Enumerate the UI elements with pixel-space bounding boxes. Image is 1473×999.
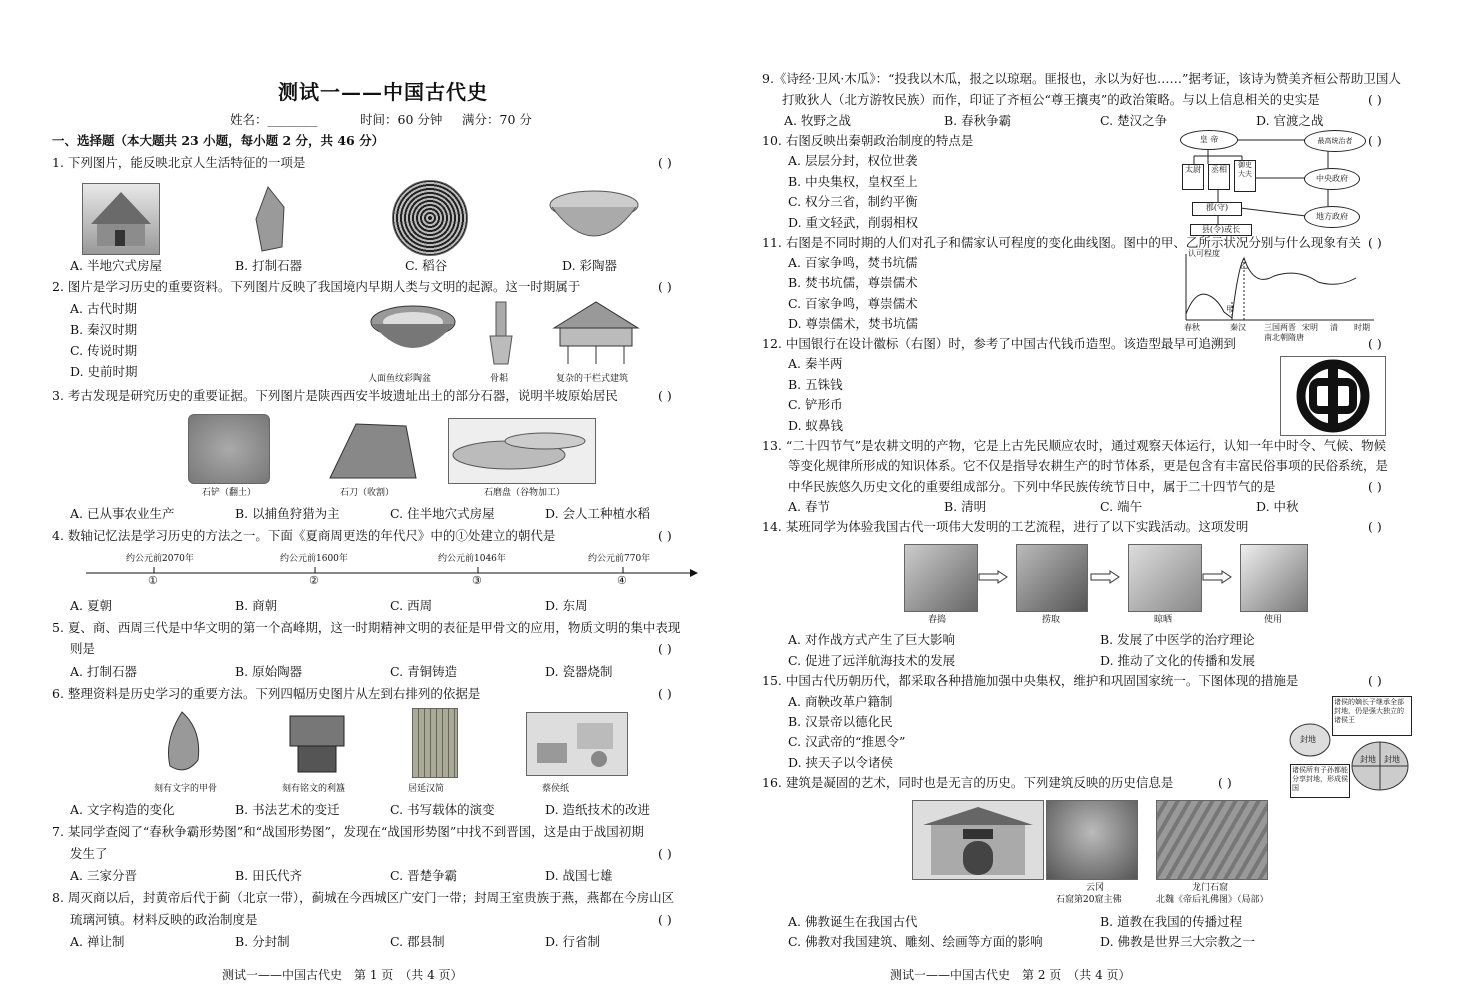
q5-option-a: A. 打制石器 <box>70 664 137 679</box>
question-8: 8. 周灭商以后，封黄帝后代于蓟（北京一带），蓟城在今西城区广安门一带；封周王室贵族于燕，燕都在今房山区 <box>52 890 675 905</box>
page-title: 测试一——中国古代史 <box>278 80 488 104</box>
answer-paren: ( ) <box>1368 673 1382 688</box>
caption: 捞取 <box>1042 615 1061 625</box>
censor-node: 御史大夫 <box>1234 160 1256 192</box>
question-1: 1. 下列图片，能反映北京人生活特征的一项是 <box>52 155 306 170</box>
timeline-axis <box>86 566 698 580</box>
fish-face-basin-image <box>368 302 458 364</box>
question-14: 14. 某班同学为体验我国古代一项伟大发明的工艺流程，进行了以下实践活动。这项发明 <box>762 519 1249 534</box>
q6-option-c: C. 书写载体的演变 <box>390 802 495 817</box>
qin-political-system-diagram <box>1178 128 1368 234</box>
chart-ylabel: 认可程度 <box>1188 249 1220 258</box>
using-image <box>1240 544 1308 612</box>
chart-x-tick: 时期 <box>1354 323 1370 332</box>
stone-shovel-image <box>188 414 270 484</box>
caption: 骨耜 <box>490 374 509 384</box>
q15-option-d: D. 挟天子以令诸侯 <box>788 755 894 770</box>
yungang-buddha-image <box>1046 800 1138 880</box>
caption: 刻有文字的甲骨 <box>154 784 218 794</box>
q3-option-b: B. 以捕鱼狩猎为主 <box>235 506 340 521</box>
enfeoffment-cartoon <box>1288 694 1410 800</box>
answer-paren: ( ) <box>658 641 672 656</box>
question-15: 15. 中国古代历朝历代，都采取各种措施加强中央集权，维护和巩固国家统一。下图体现的措施是 <box>762 673 1299 688</box>
q8-option-b: B. 分封制 <box>235 934 290 949</box>
answer-paren: ( ) <box>658 912 672 927</box>
taiwei-node: 太尉 <box>1182 164 1204 190</box>
section-heading: 一、选择题（本大题共 23 小题，每小题 2 分，共 46 分） <box>52 133 385 148</box>
answer-paren: ( ) <box>658 846 672 861</box>
caption: 使用 <box>1264 615 1283 625</box>
q16-option-b: B. 道教在我国的传播过程 <box>1100 914 1243 929</box>
q14-option-c: C. 促进了远洋航海技术的发展 <box>788 653 956 668</box>
caption: 人面鱼纹彩陶盆 <box>368 374 432 384</box>
q2-option-c: C. 传说时期 <box>70 343 138 358</box>
supreme-ruler-node: 最高统治者 <box>1304 130 1366 152</box>
q13-option-a: A. 春节 <box>788 499 830 514</box>
q5-option-d: D. 瓷器烧制 <box>545 664 613 679</box>
question-7: 7. 某同学查阅了“春秋争霸形势图”和“战国形势图”，发现在“战国形势图”中找不到晋国，这是由于战国初期 <box>52 824 644 839</box>
q16-option-d: D. 佛教是世界三大宗教之一 <box>1100 934 1256 949</box>
timeline-mark: ④ <box>617 574 627 587</box>
caption: 舂捣 <box>928 615 947 625</box>
caption: 云冈 <box>1086 883 1105 893</box>
q12-option-b: B. 五铢钱 <box>788 377 843 392</box>
prefecture-node: 郡(守) <box>1192 202 1242 216</box>
answer-paren: ( ) <box>658 528 672 543</box>
page-1 <box>50 0 715 999</box>
chart-x-tick: 清 <box>1330 323 1338 332</box>
fief-label: 封地 <box>1384 755 1400 764</box>
caption: 石磨盘（谷物加工） <box>484 488 566 498</box>
score-label: 满分：70 分 <box>462 112 532 127</box>
q11-option-b: B. 焚书坑儒，尊崇儒术 <box>788 275 918 290</box>
answer-paren: ( ) <box>1368 336 1382 351</box>
q16-option-a: A. 佛教诞生在我国古代 <box>788 914 918 929</box>
question-8-cont: 琉璃河镇。材料反映的政治制度是 <box>70 912 258 927</box>
timeline-tick-label: 约公元前1046年 <box>438 554 506 564</box>
chart-x-subtick: 南北朝隋唐 <box>1264 333 1304 342</box>
confucianism-recognition-chart <box>1178 248 1378 342</box>
page-footer: 测试一——中国古代史 第 2 页 （共 4 页） <box>890 968 1131 982</box>
q15-option-b: B. 汉景帝以德化民 <box>788 714 893 729</box>
q9-option-a: A. 牧野之战 <box>784 113 851 128</box>
question-9: 9.《诗经·卫风·木瓜》：“投我以木瓜，报之以琼琚。匪报也，永以为好也……”据考证，该诗为赞美齐桓公帮助卫国人 <box>762 71 1401 86</box>
question-10: 10. 右图反映出秦朝政治制度的特点是 <box>762 133 974 148</box>
semi-underground-house-image <box>82 183 160 255</box>
bone-spade-image <box>486 300 516 366</box>
q6-option-d: D. 造纸技术的改进 <box>545 802 651 817</box>
question-9-cont: 打败狄人（北方游牧民族）而作，印证了齐桓公“尊王攘夷”的政治策略。与以上信息相关的史实是 <box>782 92 1320 107</box>
answer-paren: ( ) <box>658 388 672 403</box>
arrow-icon <box>1090 570 1120 584</box>
chancellor-node: 丞相 <box>1208 164 1230 190</box>
q5-option-b: B. 原始陶器 <box>235 664 303 679</box>
page-footer: 测试一——中国古代史 第 1 页 （共 4 页） <box>222 968 463 982</box>
q14-option-d: D. 推动了文化的传播和发展 <box>1100 653 1256 668</box>
q8-option-c: C. 郡县制 <box>390 934 445 949</box>
caption: 蔡侯纸 <box>542 784 570 794</box>
county-node: 县(令)或长 <box>1190 224 1252 236</box>
timeline-mark: ① <box>148 574 158 587</box>
question-7-cont: 发生了 <box>70 846 108 861</box>
stone-tool-image <box>250 185 290 253</box>
q5-option-c: C. 青铜铸造 <box>390 664 458 679</box>
answer-paren: ( ) <box>1368 519 1382 534</box>
time-label: 时间：60 分钟 <box>360 112 443 127</box>
chart-x-tick: 春秋 <box>1184 323 1200 332</box>
q8-option-a: A. 禅让制 <box>70 934 125 949</box>
q9-option-c: C. 楚汉之争 <box>1100 113 1168 128</box>
page-2 <box>760 0 1425 999</box>
scooping-image <box>1016 544 1088 612</box>
caption: 刻有铭文的利簋 <box>282 784 346 794</box>
q10-option-d: D. 重文轻武，削弱相权 <box>788 215 919 230</box>
name-label: 姓名：________ <box>230 112 318 127</box>
emperor-node: 皇 帝 <box>1180 130 1238 150</box>
answer-paren: ( ) <box>1368 133 1382 148</box>
drying-image <box>1128 544 1202 612</box>
question-13: 13. “二十四节气”是农耕文明的产物，它是上古先民顺应农时，通过观察天体运行，认知一年中时令、气候、物候 <box>762 438 1387 453</box>
chart-yi-label: 乙 <box>1240 261 1248 270</box>
li-gui-bronze-image <box>282 710 352 776</box>
chart-jia-label: 甲 <box>1226 305 1234 314</box>
q11-option-d: D. 尊崇儒术，焚书坑儒 <box>788 316 919 331</box>
q4-option-c: C. 西周 <box>390 598 433 613</box>
question-16: 16. 建筑是凝固的艺术，同时也是无言的历史。下列建筑反映的历史信息是 <box>762 775 1174 790</box>
q3-option-a: A. 已从事农业生产 <box>70 506 175 521</box>
caption: 龙门石窟 <box>1192 883 1229 893</box>
question-13-cont2: 中华民族悠久历史文化的重要组成部分。下列中华民族传统节日中，属于二十四节气的是 <box>788 479 1276 494</box>
rice-grain-image <box>392 180 468 256</box>
arrow-icon <box>978 570 1008 584</box>
cai-hou-paper-image <box>526 712 628 776</box>
q7-option-d: D. 战国七雄 <box>545 868 613 883</box>
caption: 石刀（收割） <box>340 488 395 498</box>
q12-option-d: D. 蚁鼻钱 <box>788 418 844 433</box>
q3-option-d: D. 会人工种植水稻 <box>545 506 651 521</box>
q9-option-d: D. 官渡之战 <box>1256 113 1324 128</box>
answer-paren: ( ) <box>658 279 672 294</box>
q6-option-b: B. 书法艺术的变迁 <box>235 802 340 817</box>
central-government-node: 中央政府 <box>1304 168 1360 190</box>
q15-option-c: C. 汉武帝的“推恩令” <box>788 734 906 749</box>
q9-option-b: B. 春秋争霸 <box>944 113 1012 128</box>
chart-x-tick: 三国两晋 <box>1264 323 1296 332</box>
speech-bubble: 诸侯所有子孙都能分享封地，形成侯国 <box>1290 764 1350 798</box>
bamboo-slips-image <box>412 708 458 778</box>
q2-option-b: B. 秦汉时期 <box>70 322 138 337</box>
question-6: 6. 整理资料是历史学习的重要方法。下列四幅历史图片从左到右排列的依据是 <box>52 686 481 701</box>
oracle-bone-image <box>162 710 206 776</box>
caption: 晾晒 <box>1154 615 1173 625</box>
q10-option-c: C. 权分三省，制约平衡 <box>788 194 918 209</box>
question-4: 4. 数轴记忆法是学习历史的方法之一。下面《夏商周更迭的年代尺》中的①处建立的朝代是 <box>52 528 556 543</box>
timeline-tick-label: 约公元前2070年 <box>126 554 194 564</box>
q15-option-a: A. 商鞅改革户籍制 <box>788 694 893 709</box>
question-5: 5. 夏、商、西周三代是中华文明的第一个高峰期，这一时期精神文明的表征是甲骨文的应用，物质文明的集中表现 <box>52 620 681 635</box>
timeline-tick-label: 约公元前770年 <box>588 554 651 564</box>
q14-option-b: B. 发展了中医学的治疗理论 <box>1100 632 1255 647</box>
q1-option-d: D. 彩陶器 <box>562 258 618 273</box>
timeline-tick-label: 约公元前1600年 <box>280 554 348 564</box>
longmen-relief-image <box>1156 800 1268 880</box>
answer-paren: ( ) <box>658 155 672 170</box>
caption: 北魏《帝后礼佛图》（局部） <box>1156 895 1269 905</box>
white-horse-temple-image <box>912 800 1044 880</box>
answer-paren: ( ) <box>1368 92 1382 107</box>
q4-option-b: B. 商朝 <box>235 598 278 613</box>
q1-option-b: B. 打制石器 <box>235 258 303 273</box>
question-5-cont: 则是 <box>70 641 96 656</box>
painted-pottery-image <box>546 185 642 253</box>
stilt-house-image <box>548 298 644 368</box>
q4-option-a: A. 夏朝 <box>70 598 112 613</box>
q8-option-d: D. 行省制 <box>545 934 601 949</box>
q13-option-d: D. 中秋 <box>1256 499 1299 514</box>
caption: 石铲（翻土） <box>202 488 257 498</box>
q1-option-a: A. 半地穴式房屋 <box>70 258 162 273</box>
caption: 复杂的干栏式建筑 <box>556 374 629 384</box>
caption: 石窟第20窟主佛 <box>1056 895 1122 905</box>
q7-option-b: B. 田氏代齐 <box>235 868 303 883</box>
timeline-mark: ② <box>309 574 319 587</box>
answer-paren: ( ) <box>1368 235 1382 250</box>
question-13-cont: 等变化规律所形成的知识体系。它不仅是指导农耕生产的时节体系，更是包含有丰富民俗事项的民俗系统，是 <box>788 458 1389 473</box>
answer-paren: ( ) <box>1218 775 1232 790</box>
fief-label: 封地 <box>1360 755 1376 764</box>
bank-of-china-logo <box>1280 356 1386 436</box>
q4-option-d: D. 东周 <box>545 598 588 613</box>
pounding-image <box>904 544 978 612</box>
chart-x-tick: 秦汉 <box>1230 323 1246 332</box>
q3-option-c: C. 住半地穴式房屋 <box>390 506 495 521</box>
q7-option-a: A. 三家分晋 <box>70 868 137 883</box>
q12-option-c: C. 铲形币 <box>788 397 843 412</box>
answer-paren: ( ) <box>658 686 672 701</box>
speech-bubble: 诸侯的嫡长子继承全部封地，仍是强大独立的诸侯王 <box>1332 696 1412 736</box>
q12-option-a: A. 秦半两 <box>788 356 843 371</box>
q11-option-c: C. 百家争鸣，尊崇儒术 <box>788 296 918 311</box>
q10-option-b: B. 中央集权，皇权至上 <box>788 174 918 189</box>
question-3: 3. 考古发现是研究历史的重要证据。下列图片是陕西西安半坡遗址出土的部分石器，说明半坡原始居民 <box>52 388 618 403</box>
grinding-stone-image <box>448 418 596 484</box>
q6-option-a: A. 文字构造的变化 <box>70 802 175 817</box>
question-11: 11. 右图是不同时期的人们对孔子和儒家认可程度的变化曲线图。图中的甲、乙所示状况分别与什么现象有关 <box>762 235 1361 250</box>
q14-option-a: A. 对作战方式产生了巨大影响 <box>788 632 955 647</box>
q10-option-a: A. 层层分封，权位世袭 <box>788 153 918 168</box>
q11-option-a: A. 百家争鸣，焚书坑儒 <box>788 255 918 270</box>
question-12: 12. 中国银行在设计徽标（右图）时，参考了中国古代钱币造型。该造型最早可追溯到 <box>762 336 1236 351</box>
arrow-icon <box>1202 570 1232 584</box>
q2-option-a: A. 古代时期 <box>70 301 137 316</box>
q13-option-c: C. 端午 <box>1100 499 1143 514</box>
stone-knife-image <box>326 418 418 482</box>
chart-x-tick: 宋明 <box>1302 323 1318 332</box>
q13-option-b: B. 清明 <box>944 499 987 514</box>
caption: 居延汉简 <box>408 784 445 794</box>
local-government-node: 地方政府 <box>1304 206 1360 228</box>
q16-option-c: C. 佛教对我国建筑、雕刻、绘画等方面的影响 <box>788 934 1043 949</box>
q1-option-c: C. 稻谷 <box>405 258 448 273</box>
timeline-mark: ③ <box>472 574 482 587</box>
fief-label: 封地 <box>1300 735 1316 744</box>
question-2: 2. 图片是学习历史的重要资料。下列图片反映了我国境内早期人类与文明的起源。这一时期属于 <box>52 279 581 294</box>
q7-option-c: C. 晋楚争霸 <box>390 868 458 883</box>
q2-option-d: D. 史前时期 <box>70 364 138 379</box>
answer-paren: ( ) <box>1368 479 1382 494</box>
